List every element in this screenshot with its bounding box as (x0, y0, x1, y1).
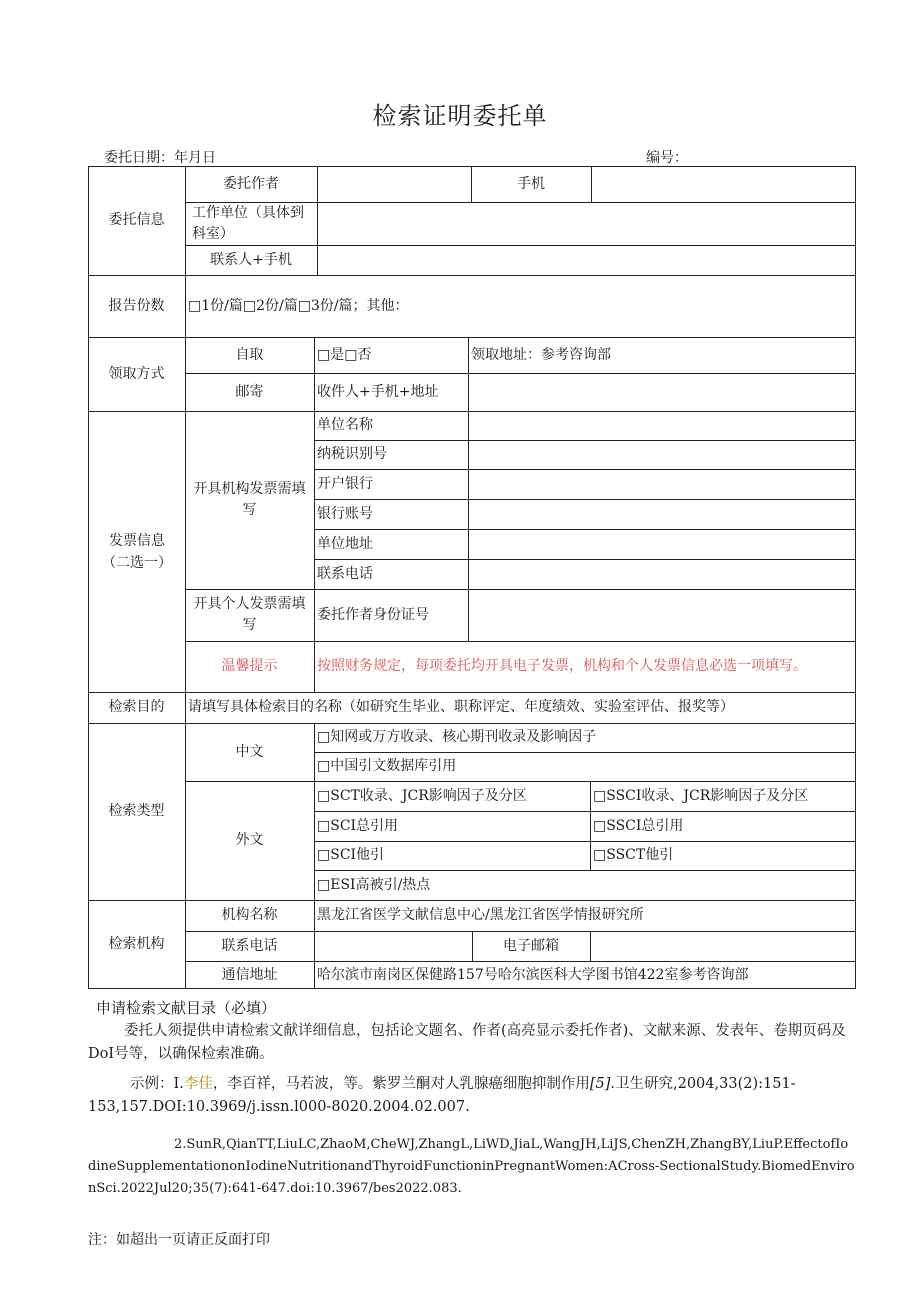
self-pickup-options[interactable]: □是□否 (317, 346, 372, 363)
agency-name-value: 黑龙江省医学文献信息中心/黑龙江省医学情报研究所 (317, 907, 644, 923)
org-field-label: 纳税识别号 (317, 446, 387, 462)
author-label: 委托作者 (223, 175, 279, 192)
agency-section-label: 检索机构 (108, 936, 165, 952)
literature-instruction (88, 1020, 856, 1066)
foreign-option[interactable]: □SCT收录、JCR影响因子及分区 (317, 787, 527, 804)
phone-label: 手机 (517, 175, 545, 192)
personal-invoice-label: 开具个人发票需填写 (193, 596, 306, 633)
bank-field[interactable] (468, 469, 856, 499)
agency-email-value (590, 931, 856, 961)
chinese-label: 中文 (235, 743, 264, 760)
example-prefix: 示例：I. (130, 1076, 184, 1092)
agency-phone-value (314, 931, 472, 961)
purpose-section-label: 检索目的 (108, 699, 165, 715)
chinese-option[interactable]: □中国引文数据库引用 (317, 758, 457, 774)
contact-label: 联系人+手机 (210, 251, 292, 268)
unit-label: 工作单位（具体到科室） (192, 204, 304, 242)
example-ref: [5]. (589, 1076, 615, 1092)
org-invoice-label: 开具机构发票需填写 (193, 481, 306, 518)
org-field-label: 银行账号 (317, 505, 373, 522)
foreign-option[interactable]: □SCI他引 (317, 847, 385, 863)
purpose-field[interactable]: 请填写具体检索目的名称（如研究生毕业、职称评定、年度绩效、实验室评估、报奖等） (188, 699, 734, 715)
invoice-section-label: 发票信息（二选一） (102, 532, 172, 571)
instruction-rest: ，包括论文题名、作者(高亮显示委托作者)、文献来源、发表年、卷期页码及DoI号等，以确保检索准确。 (88, 1023, 846, 1062)
chinese-option[interactable]: □知网或万方收录、核心期刊收录及影响因子 (317, 729, 597, 745)
tax-id-field[interactable] (468, 440, 856, 469)
report-options[interactable]: □1份/篇□2份/篇□3份/篇；其他： (188, 297, 409, 314)
agency-email-label: 电子邮箱 (503, 937, 559, 954)
bank-account-field[interactable] (468, 499, 856, 529)
example-1 (88, 1073, 856, 1119)
form-number: 编号： (646, 150, 688, 166)
foreign-option[interactable]: □SCI总引用 (317, 817, 399, 834)
report-section-label: 报告份数 (108, 297, 165, 314)
author-field[interactable] (317, 166, 471, 202)
org-name-field[interactable] (468, 411, 856, 440)
example-rest: 卫生研究,2004,33(2):151-153,157.DOI:10.3969/j.issn.l000-8020.2004.02.007. (88, 1076, 796, 1115)
example-2: 2.SunR,QianTT,LiuLC,ZhaoM,CheWJ,ZhangL,LiWD,JiaL,WangJH,LiJS,ChenZH,ZhangBY,LiuP.EffectofIodineSupplementationonIodineNutritionandThyroidFunctioninPregnantWomen:ACross-SectionalStudy.BiomedEnvironSci.2022Jul20;35(7):641-647.doi:10.3967/bes2022.083. (88, 1137, 855, 1196)
pickup-address: 领取地址：参考咨询部 (471, 346, 611, 363)
self-pickup-label: 自取 (235, 346, 264, 363)
mail-fields-label: 收件人+手机+地址 (317, 383, 439, 400)
entrust-date: 委托日期：年月日 (104, 150, 216, 166)
page-title: 检索证明委托单 (372, 102, 548, 130)
org-field-label: 开户银行 (317, 475, 373, 492)
agency-address-value: 哈尔滨市南岗区保健路157号哈尔滨医科大学图书馆422室参考咨询部 (317, 966, 749, 983)
org-address-field[interactable] (468, 529, 856, 559)
phone-field[interactable] (591, 166, 856, 202)
org-field-label: 单位地址 (317, 535, 373, 552)
pickup-section-label: 领取方式 (108, 365, 165, 382)
literature-heading: 申请检索文献目录（必填） (96, 999, 277, 1017)
foreign-option[interactable]: □SSCT他引 (593, 847, 674, 863)
mail-label: 邮寄 (235, 383, 264, 400)
instruction-bold: 委托人须提供申请检索文献详细信息 (124, 1023, 356, 1039)
contact-field[interactable] (317, 245, 856, 275)
org-field-label: 联系电话 (317, 565, 373, 582)
org-phone-field[interactable] (468, 559, 856, 589)
agency-address-label: 通信地址 (221, 966, 278, 983)
request-form (88, 166, 856, 989)
example-highlight-author: 李佳 (183, 1076, 213, 1092)
personal-id-label: 委托作者身份证号 (317, 606, 429, 623)
tip-text: 按照财务规定，每项委托均开具电子发票，机构和个人发票信息必选一项填写。 (317, 658, 807, 674)
unit-field[interactable] (317, 202, 856, 245)
tip-label: 温馨提示 (221, 658, 278, 674)
mail-field[interactable] (468, 373, 856, 411)
example-mid: ，李百祥，马若波，等。紫罗兰酮对人乳腺癌细胞抑制作用 (212, 1076, 590, 1092)
search-type-section-label: 检索类型 (108, 803, 165, 819)
foreign-option[interactable]: □SSCI收录、JCR影响因子及分区 (593, 787, 809, 804)
personal-id-field[interactable] (468, 589, 856, 641)
org-field-label: 单位名称 (317, 417, 373, 433)
agency-phone-label: 联系电话 (221, 937, 278, 954)
foreign-label: 外文 (235, 832, 264, 848)
foreign-option[interactable]: □SSCI总引用 (593, 817, 684, 834)
agency-name-label: 机构名称 (221, 907, 278, 923)
entrust-section-label: 委托信息 (108, 212, 165, 228)
print-note: 注：如超出一页请正反面打印 (88, 1232, 270, 1248)
foreign-option[interactable]: □ESI高被引/热点 (317, 876, 431, 893)
